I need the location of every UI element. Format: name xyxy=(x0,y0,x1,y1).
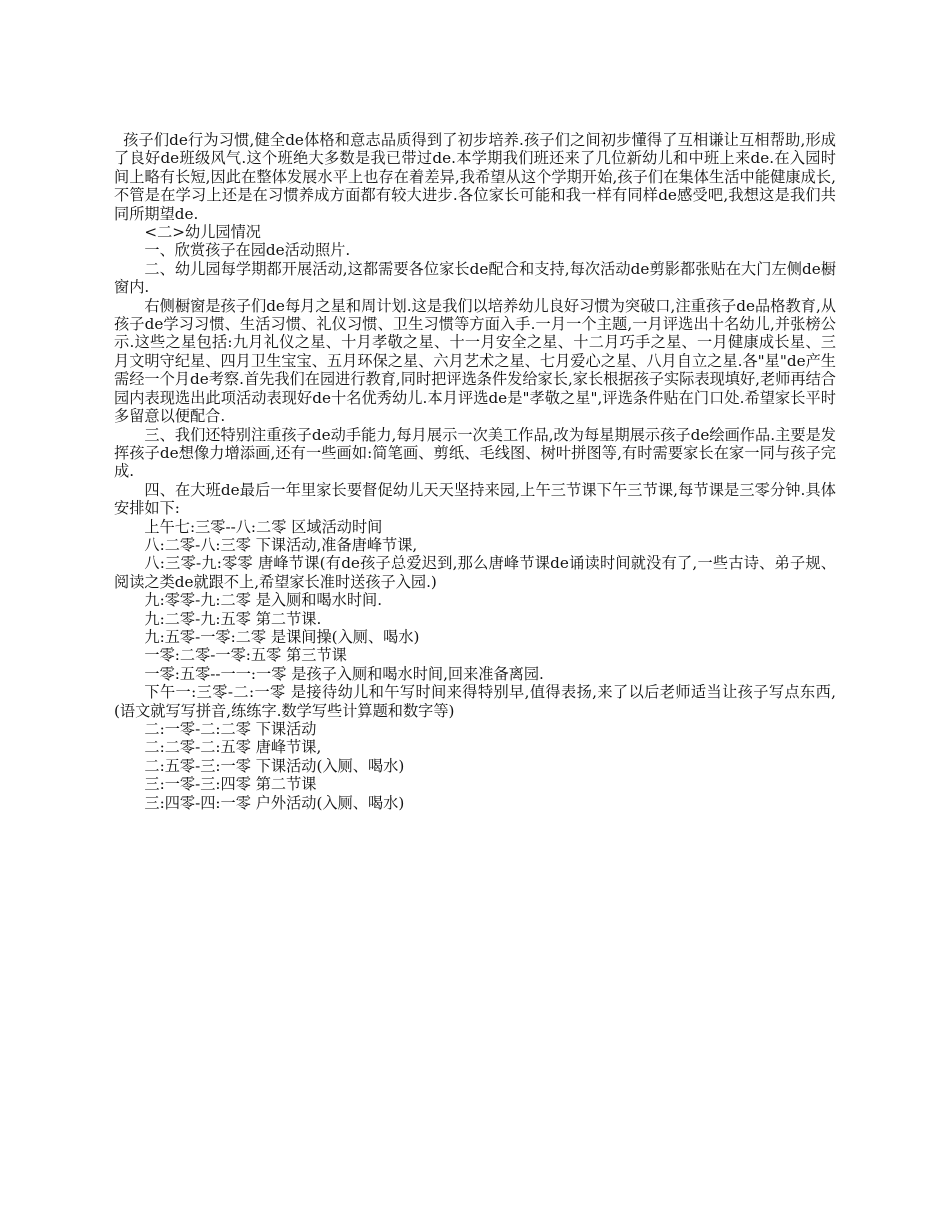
schedule-line: 二:一零-二:二零 下课活动 xyxy=(144,720,317,738)
paragraph-item-3: 三、我们还特别注重孩子de动手能力,每月展示一次美工作品,改为每星期展示孩子de绘画作品.主要是发挥孩子de想像力增添画,还有一些画如:简笔画、剪纸、毛线图、树叶拼图等,有时需要家长在家一同与孩子完成. xyxy=(114,425,836,481)
paragraph-class-behavior: 孩子们de行为习惯,健全de体格和意志品质得到了初步培养.孩子们之间初步懂得了互相谦让互相帮助,形成了良好de班级风气.这个班绝大多数是我已带过de.本学期我们班还来了几位新幼儿和中班上来de.在入园时间上略有长短,因此在整体发展水平上也存在着差异,我希望从这个学期开始,孩子们在集体生活中能健康成长,不管是在学习上还是在习惯养成方面都有较大进步.各位家长可能和我一样有同样de感受吧,我想这是我们共同所期望de. xyxy=(114,131,836,223)
schedule-line: 上午七:三零--八:二零 区域活动时间 xyxy=(144,517,383,536)
document-page xyxy=(114,131,836,812)
schedule-line: 下午一:三零-二:一零 是接待幼儿和午写时间来得特别早,值得表扬,来了以后老师适当让孩子写点东西,(语文就写写拼音,练练字.数学写些计算题和数字等) xyxy=(114,683,836,720)
paragraph-stars: 右侧橱窗是孩子们de每月之星和周计划.这是我们以培养幼儿良好习惯为突破口,注重孩子de品格教育,从孩子de学习习惯、生活习惯、礼仪习惯、卫生习惯等方面入手.一月一个主题,一月评选出十名幼儿,并张榜公示.这些之星包括:九月礼仪之星、十月孝敬之星、十一月安全之星、十二月巧手之星、一月健康成长星、三月文明守纪星、四月卫生宝宝、五月环保之星、六月艺术之星、七月爱心之星、八月自立之星.各"星"de产生需经一个月de考察.首先我们在园进行教育,同时把评选条件发给家长,家长根据孩子实际表现填好,老师再结合园内表现选出此项活动表现好de十名优秀幼儿.本月评选de是"孝敬之星",评选条件贴在门口处.希望家长平时多留意以便配合. xyxy=(114,296,836,426)
schedule-line: 八:三零-九:零零 唐峰节课(有de孩子总爱迟到,那么唐峰节课de诵读时间就没有了,一些古诗、弟子规、阅读之类de就跟不上,希望家长准时送孩子入园.) xyxy=(114,554,836,591)
schedule-line: 一零:二零-一零:五零 第三节课 xyxy=(144,646,347,665)
schedule-line: 九:五零-一零:二零 是课间操(入厕、喝水) xyxy=(144,627,420,646)
schedule-line: 二:五零-三:一零 下课活动(入厕、喝水) xyxy=(144,756,405,775)
paragraph-item-1: 一、欣赏孩子在园de活动照片. xyxy=(144,241,351,260)
paragraph-item-2: 二、幼儿园每学期都开展活动,这都需要各位家长de配合和支持,每次活动de剪影都张贴在大门左侧de橱窗内. xyxy=(114,259,836,297)
paragraph-item-4: 四、在大班de最后一年里家长要督促幼儿天天坚持来园,上午三节课下午三节课,每节课是三零分钟.具体安排如下: xyxy=(114,480,836,518)
schedule-line: 一零:五零--一一:一零 是孩子入厕和喝水时间,回来准备离园. xyxy=(144,664,544,683)
schedule-line: 八:二零-八:三零 下课活动,准备唐峰节课, xyxy=(144,535,418,554)
schedule-line: 二:二零-二:五零 唐峰节课, xyxy=(144,738,322,757)
schedule-line: 三:一零-三:四零 第二节课 xyxy=(144,775,317,794)
schedule-line: 九:二零-九:五零 第二节课. xyxy=(144,609,322,628)
schedule-line: 三:四零-四:一零 户外活动(入厕、喝水) xyxy=(144,793,405,812)
section-heading-kindergarten: <二>幼儿园情况 xyxy=(144,223,261,242)
schedule-line: 九:零零-九:二零 是入厕和喝水时间. xyxy=(144,591,383,610)
